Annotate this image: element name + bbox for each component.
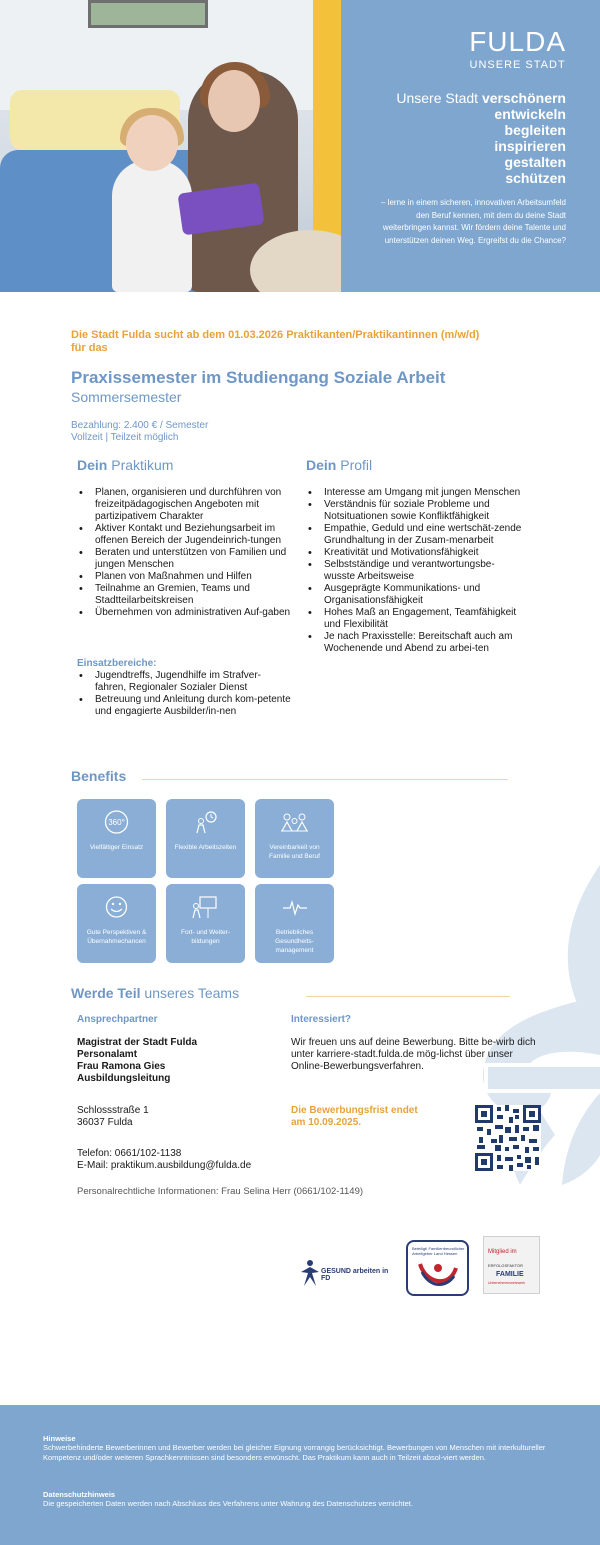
benefit-label: Fort- und Weiter-bildungen	[180, 929, 230, 945]
svg-text:360°: 360°	[108, 818, 125, 827]
mitglied-network: Unternehmensnetzwerk	[488, 1281, 525, 1285]
hinweise-text: Schwerbehinderte Bewerberinnen und Bewerber werden bei gleicher Eignung vorrangig berücksichtigt. Bewerbungen von Menschen mit interkultureller Kompetenz und/oder weiteren Sprachkenntnissen sind besonders erwünscht. Das Praktikum kann auch in Teilzeit absol-viert werden.	[43, 1443, 546, 1462]
benefit-tile	[166, 884, 245, 963]
phone-email-block	[77, 1148, 251, 1172]
deadline-line: am 10.09.2025.	[291, 1117, 362, 1128]
fulda-logo	[469, 28, 566, 71]
personnel-info: Personalrechtliche Informationen: Frau Selina Herr (0661/102-1149)	[77, 1186, 364, 1197]
verb-prefix: Unsere Stadt	[396, 90, 482, 106]
einsatz-list	[77, 670, 292, 718]
pay-info	[71, 420, 208, 444]
einsatz-heading: Einsatzbereiche:	[77, 658, 157, 669]
gesund-text: GESUND arbeiten in FD	[321, 1268, 389, 1282]
list-item: • Ausgeprägte Kommunikations- und Organisationsfähigkeit	[306, 583, 524, 607]
datenschutz-heading: Datenschutzhinweis	[43, 1490, 116, 1499]
verb: inspirieren	[494, 138, 566, 154]
interest-label: Interessiert?	[291, 1014, 352, 1025]
verb-bold: verschönern	[481, 90, 566, 106]
contact-line: Ausbildungsleitung	[77, 1073, 171, 1084]
hinweise-heading: Hinweise	[43, 1434, 76, 1443]
interest-text: Wir freuen uns auf deine Bewerbung. Bitte be-wirb dich unter karriere-stadt.fulda.de mög-lichst über unser Online-Bewerbungsverfahren.	[291, 1037, 536, 1072]
benefit-tile	[77, 884, 156, 963]
hero-claim: – lerne in einem sicheren, innovativen Arbeitsumfeld den Beruf kennen, mit dem du deine Stadt weiterbringen kannst. Wir fördern deine Talente und unterstützen deinen Weg. Ergreifst du die Chance?	[381, 198, 566, 245]
page-subtitle: Sommersemester	[71, 389, 182, 405]
list-item: • Selbstständige und verantwortungsbe-wusste Arbeitsweise	[306, 559, 524, 583]
360-icon	[77, 809, 156, 835]
team-rule	[306, 996, 510, 997]
mitglied-label: Mitglied im	[488, 1249, 517, 1255]
address-line: Schlossstraße 1	[77, 1105, 149, 1116]
benefit-label: Vereinbarkeit von Familie und Beruf	[269, 844, 320, 860]
benefit-label: Betriebliches Gesundheits-management	[275, 929, 314, 954]
star-figure-icon	[299, 1258, 321, 1288]
hero-banner	[0, 0, 600, 292]
list-item: • Kreativität und Motivationsfähigkeit	[306, 547, 524, 559]
pay-line: Bezahlung: 2.400 € / Semester	[71, 420, 209, 431]
swoosh-icon	[416, 1258, 460, 1292]
logo-subtitle: UNSERE STADT	[469, 59, 566, 71]
address-block	[77, 1105, 149, 1129]
benefit-tile	[77, 799, 156, 878]
list-item: • Interesse am Umgang mit jungen Menschen	[306, 487, 524, 499]
hero-photo	[0, 0, 341, 292]
list-item: • Verständnis für soziale Probleme und Notsituationen sowie Konfliktfähigkeit	[306, 499, 524, 523]
verb: entwickeln	[494, 106, 566, 122]
praktikum-heading: Dein Praktikum	[77, 457, 174, 473]
deadline	[291, 1105, 418, 1129]
verb: schützen	[505, 170, 566, 186]
benefits-heading: Benefits	[71, 768, 127, 784]
email-link[interactable]: E-Mail: praktikum.ausbildung@fulda.de	[77, 1160, 252, 1171]
list-item: • Beraten und unterstützen von Familien und jungen Menschen	[77, 547, 292, 571]
profil-heading: Dein Profil	[306, 457, 373, 473]
logo-word: FULDA	[469, 26, 566, 57]
contact-line: Personalamt	[77, 1049, 138, 1060]
qr-code[interactable]	[475, 1105, 541, 1171]
benefit-tile	[255, 884, 334, 963]
shelf	[313, 0, 341, 240]
erfolgsfaktor-familie-logo	[483, 1236, 540, 1294]
address-line: 36037 Fulda	[77, 1117, 133, 1128]
mitglied-word: FAMILIE	[496, 1271, 524, 1278]
mitglied-sub: ERFOLGSFAKTOR	[488, 1263, 524, 1268]
list-item: • Hohes Maß an Engagement, Teamfähigkeit und Flexibilität	[306, 607, 524, 631]
benefit-tile	[166, 799, 245, 878]
hero-panel	[341, 0, 600, 292]
phone-number[interactable]: Telefon: 0661/102-1138	[77, 1148, 182, 1159]
benefits-rule	[142, 779, 508, 780]
verb: gestalten	[504, 154, 566, 170]
hero-verbs	[396, 90, 566, 186]
list-item: • Empathie, Geduld und eine wertschät-zende Grundhaltung in der Zusam-menarbeit	[306, 523, 524, 547]
time-line: Vollzeit | Teilzeit möglich	[71, 432, 179, 443]
deadline-line: Die Bewerbungsfrist endet	[291, 1105, 418, 1116]
gesund-logo	[299, 1258, 399, 1290]
smiley-icon	[77, 894, 156, 920]
verb: begleiten	[504, 122, 566, 138]
benefit-label: Vielfältiger Einsatz	[89, 844, 144, 851]
list-item: • Jugendtreffs, Jugendhilfe im Strafver-fahren, Regionaler Sozialer Dienst	[77, 670, 292, 694]
contact-line: Frau Ramona Gies	[77, 1061, 166, 1072]
page-title: Praxissemester im Studiengang Soziale Arbeit	[71, 368, 446, 387]
wall-picture	[88, 0, 208, 28]
list-item: • Planen von Maßnahmen und Hilfen	[77, 571, 292, 583]
benefit-tile	[255, 799, 334, 878]
family-employer-badge	[406, 1240, 469, 1296]
list-item: • Je nach Praxisstelle: Bereitschaft auch am Wochenende und Abend zu arbei-ten	[306, 631, 524, 655]
profil-list	[306, 487, 524, 655]
badge-text: Beteiligt! Familienfreundlicher Arbeitgeber Land Hessen	[412, 1246, 465, 1256]
contact-label: Ansprechpartner	[77, 1014, 158, 1025]
contact-block	[77, 1037, 197, 1085]
heartbeat-icon	[255, 894, 334, 920]
intro-text: Die Stadt Fulda sucht ab dem 01.03.2026 Praktikanten/Praktikantinnen (m/w/d) für das	[71, 329, 480, 354]
list-item: • Planen, organisieren und durchführen von freizeitpädagogischen Angeboten mit partizipativem Charakter	[77, 487, 292, 523]
list-item: • Übernehmen von administrativen Auf-gaben	[77, 607, 292, 619]
family-icon	[255, 809, 334, 835]
list-item: • Aktiver Kontakt und Beziehungsarbeit im offenen Bereich der Jugendeinrich-tungen	[77, 523, 292, 547]
praktikum-list	[77, 487, 292, 619]
team-heading: Werde Teil unseres Teams	[71, 985, 240, 1001]
datenschutz-text: Die gespeicherten Daten werden nach Abschluss des Verfahrens unter Wahrung des Datenschutzes vernichtet.	[43, 1499, 413, 1508]
contact-line: Magistrat der Stadt Fulda	[77, 1037, 198, 1048]
list-item: • Betreuung und Anleitung durch kom-petente und engagierte Ausbilder/in-nen	[77, 694, 292, 718]
benefit-label: Gute Perspektiven & Übernahmechancen	[86, 929, 147, 945]
footer	[0, 1405, 600, 1545]
training-icon	[166, 894, 245, 920]
flexible-time-icon	[166, 809, 245, 835]
list-item: • Teilnahme an Gremien, Teams und Stadtteilarbeitskreisen	[77, 583, 292, 607]
benefit-label: Flexible Arbeitszeiten	[174, 844, 237, 851]
girl-figure	[112, 160, 192, 292]
